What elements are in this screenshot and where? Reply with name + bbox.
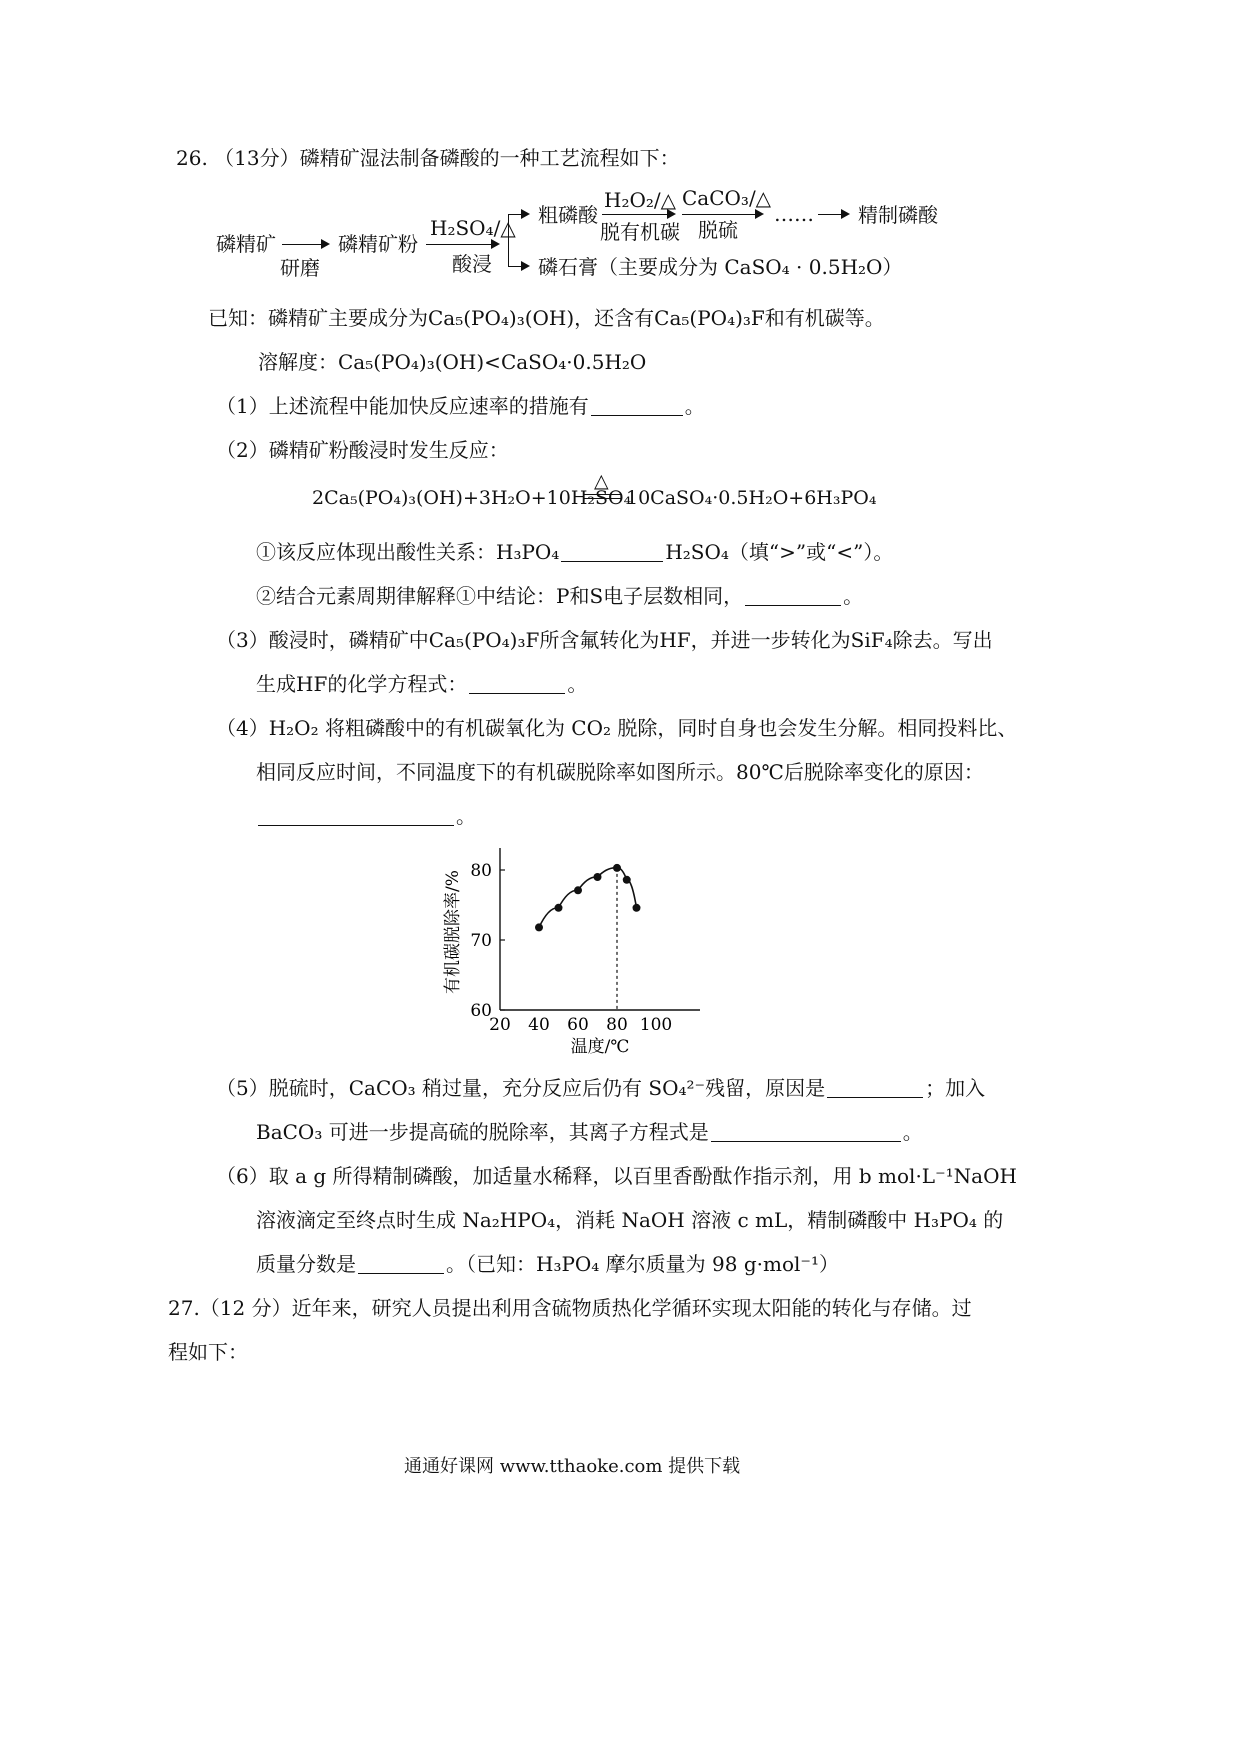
flow-acid-reagent: H₂SO₄/△ (430, 216, 516, 240)
x-axis-label: 温度/℃ (570, 1037, 630, 1057)
q2-1-end: H₂SO₄（填“>”或“<”）。 (665, 540, 894, 564)
y-tick-label: 70 (470, 931, 492, 951)
page-footer: 通通好课网 www.tthaoke.com 提供下载 (404, 1456, 741, 1477)
known-solubility: 溶解度：Ca₅(PO₄)₃(OH)<CaSO₄·0.5H₂O (258, 350, 647, 374)
y-axis-label: 有机碳脱除率/% (443, 870, 463, 994)
question-5-line2 (256, 1120, 923, 1144)
arrow-grind (282, 244, 328, 245)
removal-rate-chart (420, 840, 720, 1070)
q1-end: 。 (684, 394, 705, 418)
question-2-1 (256, 540, 893, 564)
answer-blank-4[interactable] (258, 805, 454, 826)
y-tick-label: 60 (470, 1001, 492, 1021)
flow-dots: …… (774, 202, 814, 226)
flow-refined: 精制磷酸 (858, 203, 938, 227)
known-composition: 已知：磷精矿主要成分为Ca₅(PO₄)₃(OH)，还含有Ca₅(PO₄)₃F和有机碳等。 (208, 306, 885, 330)
arrow-desulfur (682, 214, 762, 215)
x-tick-label: 80 (606, 1015, 628, 1035)
answer-blank-2-1[interactable] (561, 541, 663, 562)
x-tick-label: 40 (528, 1015, 550, 1035)
question-6-line3 (256, 1252, 839, 1276)
q3-text: 生成HF的化学方程式： (256, 672, 468, 696)
answer-blank-2-2[interactable] (745, 585, 841, 606)
question-4-line3 (256, 804, 476, 828)
data-point (574, 886, 582, 894)
question-3-line2 (256, 672, 587, 696)
question-4-line1: （4）H₂O₂ 将粗磷酸中的有机碳氧化为 CO₂ 脱除，同时自身也会发生分解。相同投料比、 (216, 716, 1018, 740)
flow-caco3-label: CaCO₃/△ (682, 186, 772, 210)
arrow-crude (508, 214, 528, 215)
q26-title: 26. （13分）磷精矿湿法制备磷酸的一种工艺流程如下： (176, 146, 680, 170)
arrow-refined (818, 214, 848, 215)
equation-right: 10CaSO₄·0.5H₂O+6H₃PO₄ (626, 487, 877, 509)
question-2-2 (256, 584, 863, 608)
flow-acid-leach-label: 酸浸 (452, 252, 492, 276)
question-3-line1: （3）酸浸时，磷精矿中Ca₅(PO₄)₃F所含氟转化为HF，并进一步转化为SiF₄除去。写出 (216, 628, 993, 652)
branch-line (508, 214, 509, 266)
question-2: （2）磷精矿粉酸浸时发生反应： (216, 438, 509, 462)
question-6-line1: （6）取 a g 所得精制磷酸，加适量水稀释，以百里香酚酞作指示剂，用 b mol·L⁻¹NaOH (216, 1164, 1017, 1188)
q6-end: 。（已知：H₃PO₄ 摩尔质量为 98 g·mol⁻¹） (446, 1252, 839, 1276)
q6-text: 质量分数是 (256, 1252, 356, 1276)
data-point (594, 873, 602, 881)
x-tick-label: 60 (567, 1015, 589, 1035)
answer-blank-5a[interactable] (827, 1077, 923, 1098)
q5-mid: ；加入 (925, 1076, 986, 1100)
data-point (535, 923, 543, 931)
data-point (623, 876, 631, 884)
q2-2-end: 。 (843, 584, 864, 608)
flow-desulfur-label: 脱硫 (698, 218, 738, 242)
q27-line2: 程如下： (168, 1340, 248, 1364)
answer-blank-1[interactable] (591, 395, 683, 416)
equation-double-line (584, 494, 622, 499)
flow-h2o2-label: H₂O₂/△ (604, 188, 676, 212)
data-point (613, 864, 621, 872)
answer-blank-5b[interactable] (711, 1121, 901, 1142)
question-5-line1 (216, 1076, 985, 1100)
equation-condition: △ (594, 470, 609, 492)
flow-crude: 粗磷酸 (538, 203, 598, 227)
q4-end: 。 (456, 804, 476, 828)
q27-line1: 27.（12 分）近年来，研究人员提出利用含硫物质热化学循环实现太阳能的转化与存储。过 (168, 1296, 972, 1320)
q5-end: 。 (902, 1120, 923, 1144)
x-tick-label: 20 (489, 1015, 511, 1035)
flow-decarbon-label: 脱有机碳 (600, 220, 680, 244)
x-tick-label: 100 (639, 1015, 673, 1035)
q2-1-text: ①该反应体现出酸性关系：H₃PO₄ (256, 540, 560, 564)
question-6-line2: 溶液滴定至终点时生成 Na₂HPO₄，消耗 NaOH 溶液 c mL，精制磷酸中 H₃PO₄ 的 (256, 1208, 1004, 1232)
flow-start: 磷精矿 (216, 232, 276, 256)
question-4-line2: 相同反应时间，不同温度下的有机碳脱除率如图所示。80℃后脱除率变化的原因： (256, 760, 984, 784)
flow-grind-label: 研磨 (280, 256, 320, 280)
arrow-gypsum (508, 266, 528, 267)
arrow-leach (426, 244, 498, 245)
equation-left: 2Ca₅(PO₄)₃(OH)+3H₂O+10H₂SO₄ (312, 487, 632, 509)
data-point (633, 904, 641, 912)
answer-blank-3[interactable] (469, 673, 565, 694)
question-1 (216, 394, 705, 418)
q3-end: 。 (567, 672, 588, 696)
q1-text: （1）上述流程中能加快反应速率的措施有 (216, 394, 589, 418)
answer-blank-6[interactable] (358, 1253, 444, 1274)
data-point (555, 904, 563, 912)
q2-2-text: ②结合元素周期律解释①中结论：P和S电子层数相同， (256, 584, 744, 608)
q5-text-2: BaCO₃ 可进一步提高硫的脱除率，其离子方程式是 (256, 1120, 709, 1144)
y-tick-label: 80 (470, 861, 492, 881)
data-curve (539, 868, 637, 928)
flow-gypsum: 磷石膏（主要成分为 CaSO₄ · 0.5H₂O） (538, 255, 903, 279)
arrow-decarbon (602, 214, 674, 215)
flow-powder: 磷精矿粉 (338, 232, 418, 256)
q5-text: （5）脱硫时，CaCO₃ 稍过量，充分反应后仍有 SO₄²⁻残留，原因是 (216, 1076, 826, 1100)
